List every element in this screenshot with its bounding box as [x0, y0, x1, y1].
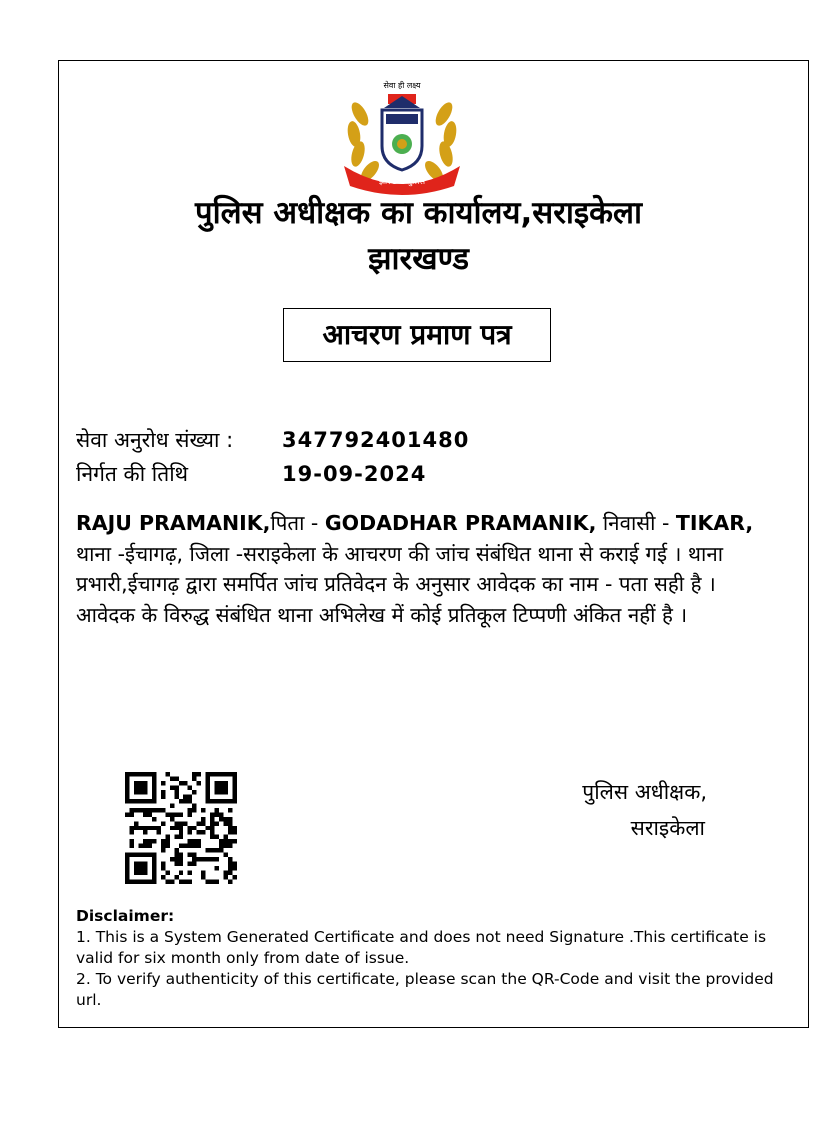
- signatory-title: पुलिस अधीक्षक,: [582, 780, 707, 804]
- request-number-label: सेवा अनुरोध संख्या :: [76, 428, 234, 452]
- request-number-row: [76, 426, 469, 454]
- request-number-value: 347792401480: [282, 428, 470, 452]
- father-label: पिता -: [270, 511, 325, 535]
- father-name: GODADHAR PRAMANIK,: [324, 511, 597, 535]
- certificate-body: [76, 508, 780, 630]
- office-title: [60, 190, 777, 282]
- disclaimer-heading: Disclaimer:: [76, 907, 175, 925]
- issue-date-value: 19-09-2024: [282, 462, 427, 486]
- disclaimer: [76, 906, 776, 1011]
- emblem-motto: सेवा ही लक्ष्य: [383, 81, 421, 90]
- signatory-place: सराइकेला: [630, 816, 705, 840]
- jharkhand-police-emblem: [338, 74, 466, 198]
- issue-date-row: [76, 460, 426, 488]
- issue-date-label: निर्गत की तिथि: [76, 462, 189, 486]
- disclaimer-point-2: 2. To verify authenticity of this certificate, please scan the QR-Code and visit the provided url.: [76, 970, 774, 1009]
- certificate-statement: थाना -ईचागढ़, जिला -सराइकेला के आचरण की जांच संबंधित थाना से कराई गई । थाना प्रभारी,ईचागढ़ द्वारा समर्पित जांच प्रतिवेदन के अनुसार आवेदक का नाम - पता सही है । आवेदक के विरुद्ध संबंधित थाना अभिलेख में कोई प्रतिकूल टिप्पणी अंकित नहीं है ।: [76, 541, 724, 627]
- verification-qr-code[interactable]: [125, 772, 237, 884]
- disclaimer-point-1: 1. This is a System Generated Certificate and does not need Signature .This certificate is valid for six month only from date of issue.: [76, 928, 767, 967]
- signatory-block: [582, 774, 707, 846]
- residence-label: निवासी -: [596, 511, 676, 535]
- office-title-line2: झारखण्ड: [368, 241, 469, 277]
- applicant-name: RAJU PRAMANIK,: [76, 511, 271, 535]
- village-name: TIKAR,: [675, 511, 754, 535]
- certificate-title: आचरण प्रमाण पत्र: [283, 308, 551, 362]
- emblem-banner: झारखण्ड पुलिस: [378, 177, 426, 186]
- office-title-line1: पुलिस अधीक्षक का कार्यालय,सराइकेला: [195, 195, 642, 231]
